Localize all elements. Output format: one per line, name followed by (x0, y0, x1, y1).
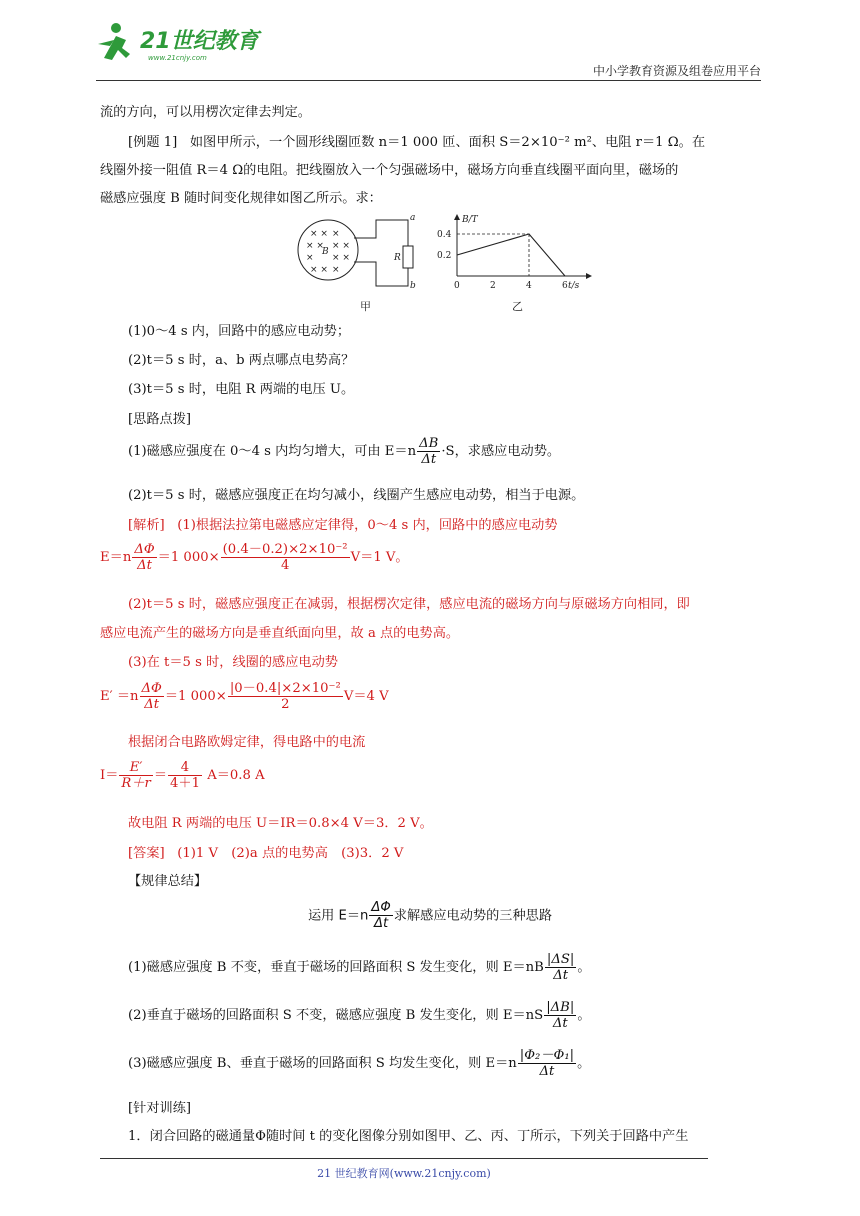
rule-1 (128, 952, 591, 983)
question-1: (1)0～4 s 内，回路中的感应电动势； (128, 324, 351, 339)
svg-text:×: × (332, 265, 340, 275)
training-tag: [针对训练] (128, 1101, 192, 1116)
rule-1-a: (1)磁感应强度 B 不变，垂直于磁场的回路面积 S 发生变化，则 E＝nB (128, 960, 544, 975)
eq1-mid: ＝1 000× (157, 550, 220, 565)
frac-num: ΔΦ (141, 681, 162, 696)
rule-3-a: (3)磁感应强度 B、垂直于磁场的回路面积 S 均发生变化，则 E＝n (128, 1056, 517, 1071)
answer-text: (1)1 V (2)a 点的电势高 (3)3．2 V (177, 846, 404, 861)
frac-num: (0.4－0.2)×2×10⁻² (222, 542, 348, 557)
frac-den: Δt (421, 452, 437, 467)
eq2-mid: ＝1 000× (164, 689, 227, 704)
eq2-rhs: V＝4 V (343, 689, 389, 704)
header-platform-text: 中小学教育资源及组卷应用平台 (592, 64, 761, 78)
fraction-eq1 (221, 542, 350, 573)
analysis-4: (3)在 t＝5 s 时，线圈的感应电动势 (128, 655, 338, 670)
fraction-dphi-dt-2 (140, 681, 164, 712)
analysis-eq-2 (100, 681, 389, 712)
fraction-rule-title (369, 900, 392, 931)
y-tick-label: 0.4 (437, 230, 452, 240)
example-line-1 (128, 131, 705, 150)
rule-1-b: 。 (577, 960, 591, 975)
rule-3 (128, 1048, 590, 1079)
frac-den: Δt (137, 558, 152, 573)
svg-text:www.21cnjy.com: www.21cnjy.com (148, 54, 207, 62)
fraction-current-values (168, 760, 202, 791)
analysis-eq-3 (100, 760, 265, 791)
frac-num: ΔΦ (371, 900, 391, 915)
bt-graph (437, 214, 592, 313)
svg-text:×: × (306, 253, 314, 263)
frac-den: Δt (539, 1064, 555, 1079)
graph-ylabel: B/T (462, 215, 478, 225)
rule-title (100, 900, 760, 931)
fraction-dphi21-dt (518, 1048, 576, 1079)
fraction-dphi-dt (132, 542, 156, 573)
svg-text:×: × (332, 229, 340, 239)
rule-2 (128, 1000, 591, 1031)
eq2-lhs: E′ ＝n (100, 689, 139, 704)
frac-num: 4 (168, 760, 202, 776)
rule-title-b: 求解感应电动势的三种思路 (393, 908, 553, 924)
frac-den: Δt (144, 697, 160, 712)
frac-num: ΔB (419, 436, 439, 451)
eq1-rhs: V＝1 V。 (350, 550, 409, 565)
analysis-eq-1 (100, 542, 409, 573)
frac-num: |ΔS| (546, 952, 575, 967)
bt-line (457, 234, 565, 276)
frac-den: 2 (281, 697, 290, 712)
eq3-lhs: I＝ (100, 768, 119, 783)
caption-jia: 甲 (360, 300, 371, 313)
svg-text:× ×: × × (332, 253, 350, 263)
frac-den: Δt (373, 916, 389, 931)
coil-field-label: B (322, 247, 329, 257)
hint-tag: [思路点拨] (128, 412, 192, 427)
footer-rule (100, 1158, 708, 1159)
example-figure (290, 212, 600, 314)
answer-tag: [答案] (128, 846, 165, 861)
x-tick-label: 6 (562, 281, 568, 291)
example-line-2: 线圈外接一阻值 R＝4 Ω的电阻。把线圈放入一个匀强磁场中，磁场方向垂直线圈平面向里，磁场的 (100, 163, 679, 178)
rule-2-b: 。 (577, 1008, 591, 1023)
hint-2: (2)t＝5 s 时，磁感应强度正在均匀减小，线圈产生感应电动势，相当于电源。 (128, 488, 585, 503)
fraction-current (119, 760, 152, 791)
rule-title-a: 运用 E＝n (307, 908, 369, 924)
question-3: (3)t＝5 s 时，电阻 R 两端的电压 U。 (128, 382, 355, 397)
graph-xlabel: t/s (568, 281, 580, 291)
fraction-dS-dt (545, 952, 576, 983)
header-rule (96, 80, 761, 81)
rule-3-b: 。 (577, 1056, 591, 1071)
intro-line: 流的方向，可以用楞次定律去判定。 (100, 105, 311, 120)
rule-2-a: (2)垂直于磁场的回路面积 S 不变，磁感应强度 B 发生变化，则 E＝nS (128, 1008, 544, 1023)
analysis-2: (2)t＝5 s 时，磁感应强度正在减弱，根据楞次定律，感应电流的磁场方向与原磁场方向相同，即 (128, 597, 690, 612)
x-tick-label: 2 (490, 281, 496, 291)
analysis-3: 感应电流产生的磁场方向是垂直纸面向里，故 a 点的电势高。 (100, 626, 460, 641)
eq3-rhs: A＝0.8 A (207, 768, 265, 783)
question-2: (2)t＝5 s 时，a、b 两点哪点电势高？ (128, 353, 355, 368)
svg-text:21世纪教育: 21世纪教育 (140, 29, 259, 54)
example-tag: [例题 1] (128, 135, 178, 150)
frac-num: E′ (119, 760, 152, 776)
analysis-6: 故电阻 R 两端的电压 U＝IR＝0.8×4 V＝3．2 V。 (128, 816, 433, 831)
terminal-b-label: b (410, 281, 416, 291)
x-tick-label: 4 (526, 281, 532, 291)
frac-den: Δt (552, 1016, 568, 1031)
frac-den: Δt (553, 968, 569, 983)
frac-num: |0－0.4|×2×10⁻² (229, 681, 341, 696)
y-tick-label: 0.2 (437, 251, 452, 261)
hint-1-a: (1)磁感应强度在 0～4 s 内均匀增大，可由 E＝n (128, 444, 417, 459)
x-tick-label: 0 (454, 281, 460, 291)
example-text-1: 如图甲所示，一个圆形线圈匝数 n＝1 000 匝、面积 S＝2×10⁻² m²、电阻 r＝1 Ω。在 (189, 135, 706, 150)
fraction-eq2 (228, 681, 343, 712)
fraction-dB-abs-dt (544, 1000, 576, 1031)
analysis-text-1: (1)根据法拉第电磁感应定律得，0～4 s 内，回路中的感应电动势 (177, 518, 558, 533)
site-logo (96, 18, 266, 66)
page-header (96, 30, 761, 82)
frac-num: |ΔB| (546, 1000, 575, 1015)
analysis-tag: [解析] (128, 518, 165, 533)
example-line-3: 磁感应强度 B 随时间变化规律如图乙所示。求： (100, 191, 382, 206)
analysis-1 (128, 514, 558, 533)
frac-den: R＋r (121, 776, 151, 791)
svg-text:× ×: × × (306, 241, 324, 251)
svg-text:× ×: × × (310, 229, 328, 239)
frac-num: |Φ₂－Φ₁| (519, 1048, 575, 1063)
svg-text:× ×: × × (332, 241, 350, 251)
frac-num: ΔΦ (134, 542, 155, 557)
answer-line (128, 842, 403, 861)
rule-tag: 【规律总结】 (128, 874, 208, 889)
caption-yi: 乙 (512, 300, 523, 313)
terminal-a-label: a (410, 213, 416, 223)
analysis-5: 根据闭合电路欧姆定律，得电路中的电流 (128, 735, 366, 750)
frac-den: 4＋1 (170, 776, 200, 791)
hint-1-b: ·S，求感应电动势。 (441, 444, 561, 459)
eq1-lhs: E＝n (100, 550, 132, 565)
svg-text:× ×: × × (310, 265, 328, 275)
footer-text: 21 世纪教育网(www.21cnjy.com) (317, 1167, 491, 1180)
training-question-1: 1．闭合回路的磁通量Φ随时间 t 的变化图像分别如图甲、乙、丙、丁所示，下列关于回路中产生 (128, 1129, 689, 1144)
hint-1 (128, 436, 560, 467)
eq3-mid: ＝ (153, 768, 168, 783)
resistor-label: R (394, 253, 401, 263)
fraction-dB-dt (417, 436, 440, 467)
frac-den: 4 (280, 558, 290, 573)
